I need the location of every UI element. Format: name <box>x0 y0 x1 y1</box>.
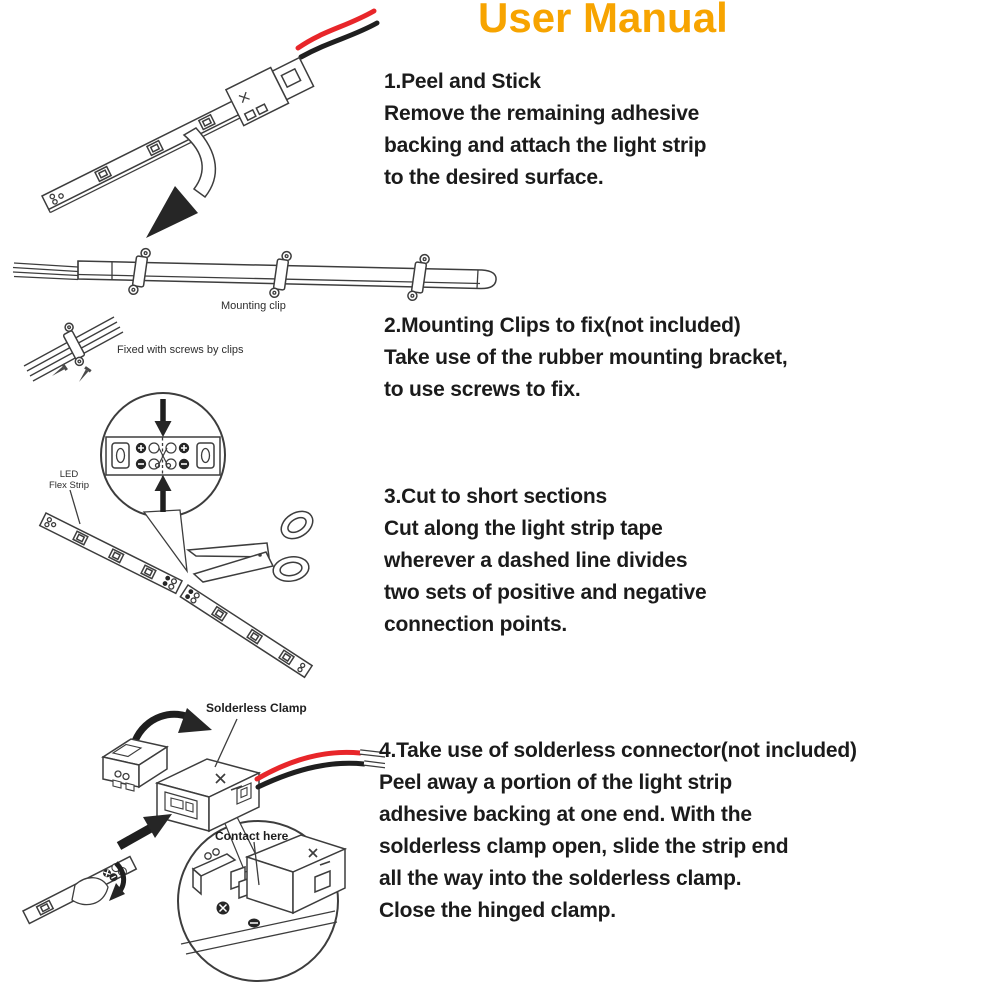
page-title: User Manual <box>478 0 728 41</box>
step-2-line: Take use of the rubber mounting bracket, <box>384 346 788 369</box>
adhesive-flap <box>72 878 108 905</box>
magnifier-pointer <box>144 510 187 571</box>
clip-screw-detail <box>24 317 123 384</box>
led-label-leader <box>70 490 80 524</box>
step-2-line: to use screws to fix. <box>384 378 581 401</box>
strip-closeup <box>106 432 220 480</box>
peel-arrow-head <box>146 186 198 238</box>
peel-arrow-band <box>184 128 215 197</box>
label-mounting-clip: Mounting clip <box>221 300 286 312</box>
step-4-text <box>379 735 857 927</box>
strip-piece-2 <box>180 585 312 677</box>
insert-arrow <box>119 828 151 846</box>
step-4-line: solderless clamp open, slide the strip end <box>379 835 789 858</box>
clamp-label-leader <box>215 719 237 767</box>
clamp-body <box>157 759 259 831</box>
step-3-line: two sets of positive and negative <box>384 581 707 604</box>
step-4-heading: 4.Take use of solderless connector(not included) <box>379 739 857 762</box>
label-solderless-clamp: Solderless Clamp <box>206 701 307 715</box>
label-led-flex-strip: LED Flex Strip <box>48 469 90 491</box>
step-3-line: connection points. <box>384 613 568 636</box>
illustration-cut-sections <box>20 385 380 685</box>
wire-leads <box>13 263 78 280</box>
step-2-text <box>384 310 788 406</box>
scissors <box>188 506 318 584</box>
step-2-heading: 2.Mounting Clips to fix(not included) <box>384 314 741 337</box>
step-1-heading: 1.Peel and Stick <box>384 70 541 93</box>
step-3-line: wherever a dashed line divides <box>384 549 688 572</box>
step-1-line: to the desired surface. <box>384 166 604 189</box>
screw <box>50 363 68 378</box>
step-3-text <box>384 481 706 641</box>
black-wire <box>258 763 364 787</box>
step-4-line: all the way into the solderless clamp. <box>379 867 742 890</box>
screw <box>76 366 91 384</box>
step-4-line: Close the hinged clamp. <box>379 899 616 922</box>
illustration-peel-and-stick <box>0 0 380 250</box>
strip-connector <box>226 54 315 125</box>
step-3-line: Cut along the light strip tape <box>384 517 663 540</box>
step-3-heading: 3.Cut to short sections <box>384 485 607 508</box>
step-1-line: Remove the remaining adhesive <box>384 102 700 125</box>
illustration-solderless-connector <box>15 695 385 1000</box>
step-4-line: adhesive backing at one end. With the <box>379 803 752 826</box>
label-contact-here: Contact here <box>215 829 289 843</box>
step-1-text <box>384 66 706 194</box>
step-1-line: backing and attach the light strip <box>384 134 707 157</box>
step-4-line: Peel away a portion of the light strip <box>379 771 732 794</box>
label-fixed-with-screws: Fixed with screws by clips <box>117 344 244 356</box>
